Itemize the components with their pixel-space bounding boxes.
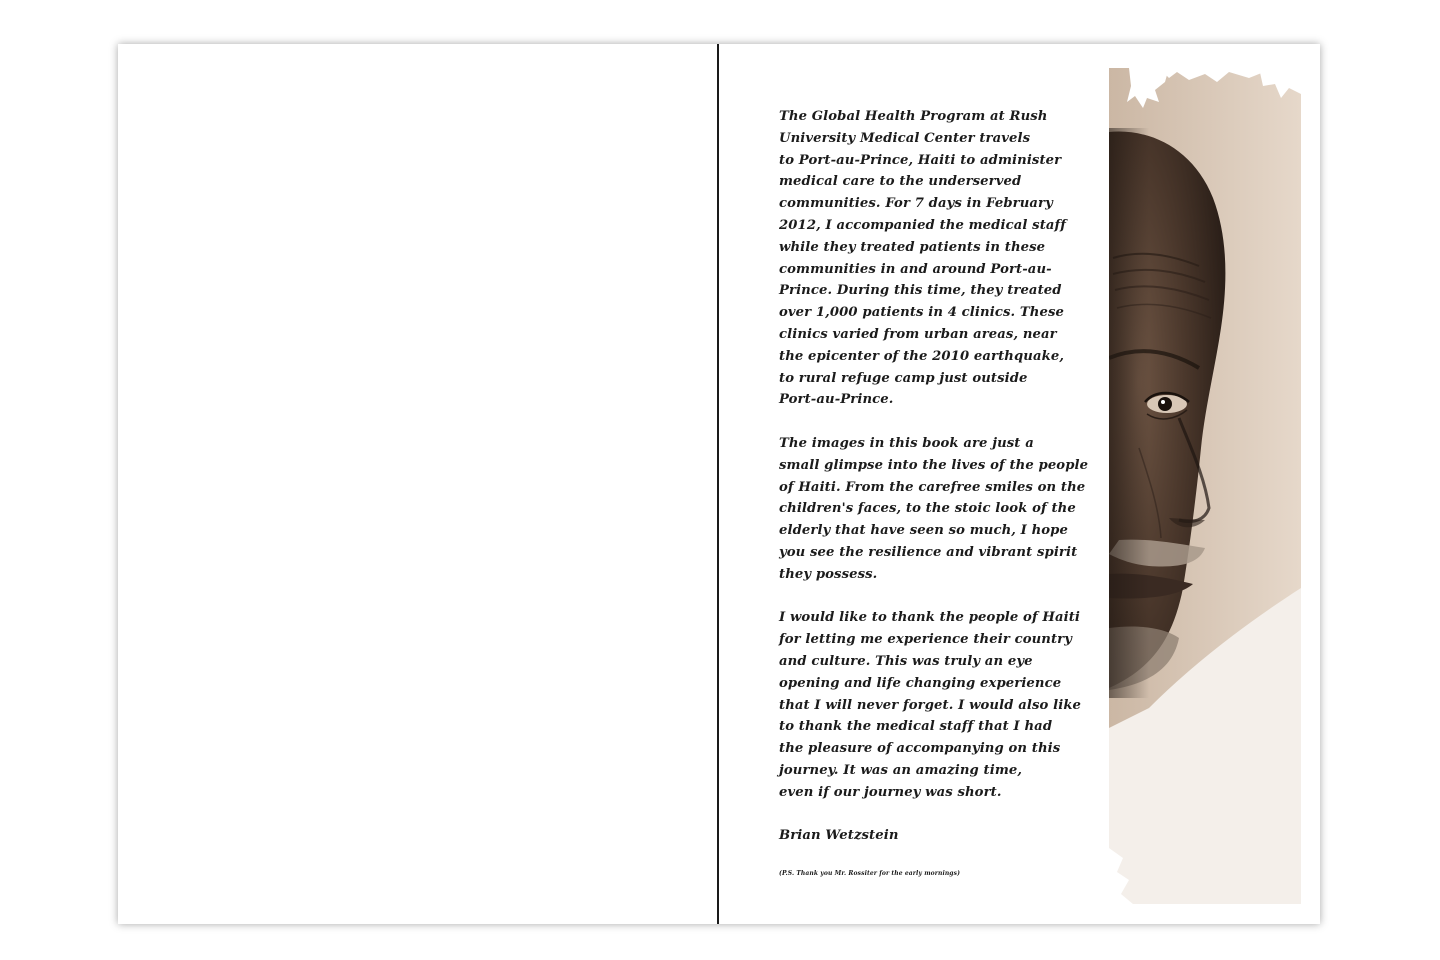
paragraph-1: The Global Health Program at Rush University Medical Center travels to Port-au-Prince, Haiti to administer medical care to the underserved communities. For 7 days in February 2012, I accompanied the medical staff while they treated patients in these communities in and around Port-au- Prince. During this time, they treated over 1,000 patients in 4 clinics. These clinics varied from urban areas, near the epicenter of the 2010 earthquake, to rural refuge camp just outside Port-au-Prince. [779,109,1067,408]
foreword-text [779,106,1091,900]
left-page-blank [118,44,717,924]
postscript-note: (P.S. Thank you Mr. Rossiter for the early mornings) [779,869,961,877]
paragraph-3: I would like to thank the people of Haiti for letting me experience their country and culture. This was truly an eye opening and life changing experience that I will never forget. I would also like to thank the medical staff that I had the pleasure of accompanying on this journey. It was an amazing time, even if our journey was short. [779,610,1082,800]
right-page [719,44,1320,924]
paragraph-2: The images in this book are just a small glimpse into the lives of the people of Haiti. From the carefree smiles on the children's faces, to the stoic look of the elderly that have seen so much, I hope you see the resilience and vibrant spirit they possess. [779,435,1089,582]
book-spread [118,44,1320,924]
portrait-photo [1109,68,1301,904]
elderly-man-portrait-image [1109,68,1301,904]
author-signature: Brian Wetzstein [779,828,899,844]
